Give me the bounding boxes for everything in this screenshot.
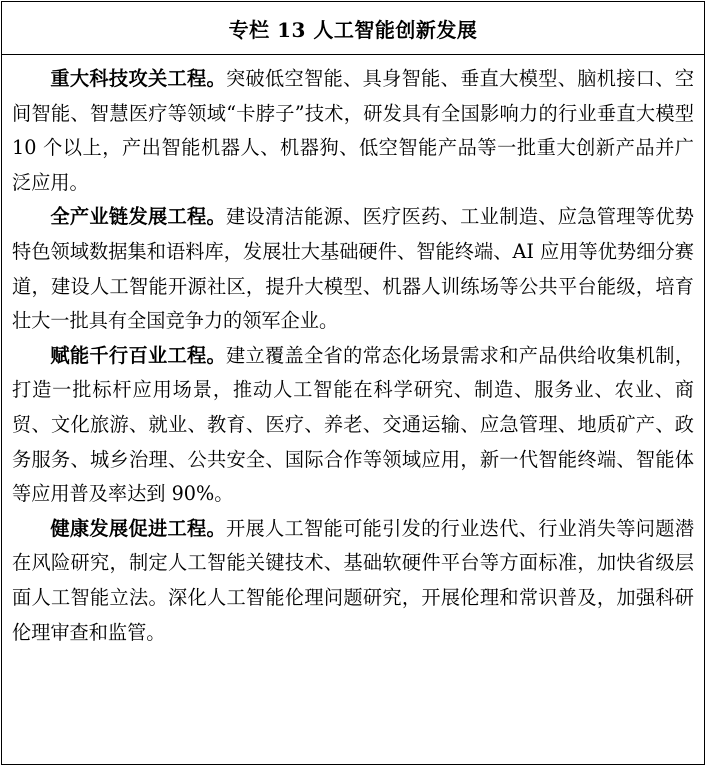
paragraph-text: 建设清洁能源、医疗医药、工业制造、应急管理等优势特色领域数据集和语料库，发展壮大基础硬件、智能终端、AI 应用等优势细分赛道，建设人工智能开源社区，提升大模型、机器人训练场等公共平台能级，培育壮大一批具有全国竞争力的领军企业。 [12,205,695,333]
column-header [2,2,704,55]
paragraph-text: 建立覆盖全省的常态化场景需求和产品供给收集机制，打造一批标杆应用场景，推动人工智能在科学研究、制造、服务业、农业、商贸、文化旅游、就业、教育、医疗、养老、交通运输、应急管理、地质矿产、政务服务、城乡治理、公共安全、国际合作等领域应用，新一代智能终端、智能体等应用普及率达到 90%。 [12,343,695,506]
column-title: 专栏 13 人工智能创新发展 [228,17,478,42]
column-body [2,55,704,650]
paragraph-tech-breakthrough [12,62,694,200]
paragraph-heading: 重大科技攻关工程。 [50,67,227,90]
column-box [1,1,705,765]
paragraph-empower-industries [12,339,694,512]
paragraph-text: 突破低空智能、具身智能、垂直大模型、脑机接口、空间智能、智慧医疗等领域“卡脖子”技术，研发具有全国影响力的行业垂直大模型 10 个以上，产出智能机器人、机器狗、低空智能产品等一批重大创新产品并广泛应用。 [12,67,695,194]
paragraph-text: 开展人工智能可能引发的行业迭代、行业消失等问题潜在风险研究，制定人工智能关键技术、基础软硬件平台等方面标准，加快省级层面人工智能立法。深化人工智能伦理问题研究，开展伦理和常识普及，加强科研伦理审查和监管。 [12,516,695,644]
paragraph-healthy-development [12,512,694,650]
paragraph-heading: 全产业链发展工程。 [50,205,227,229]
paragraph-heading: 健康发展促进工程。 [50,516,227,540]
paragraph-heading: 赋能千行百业工程。 [50,343,227,367]
paragraph-industry-chain [12,200,694,338]
